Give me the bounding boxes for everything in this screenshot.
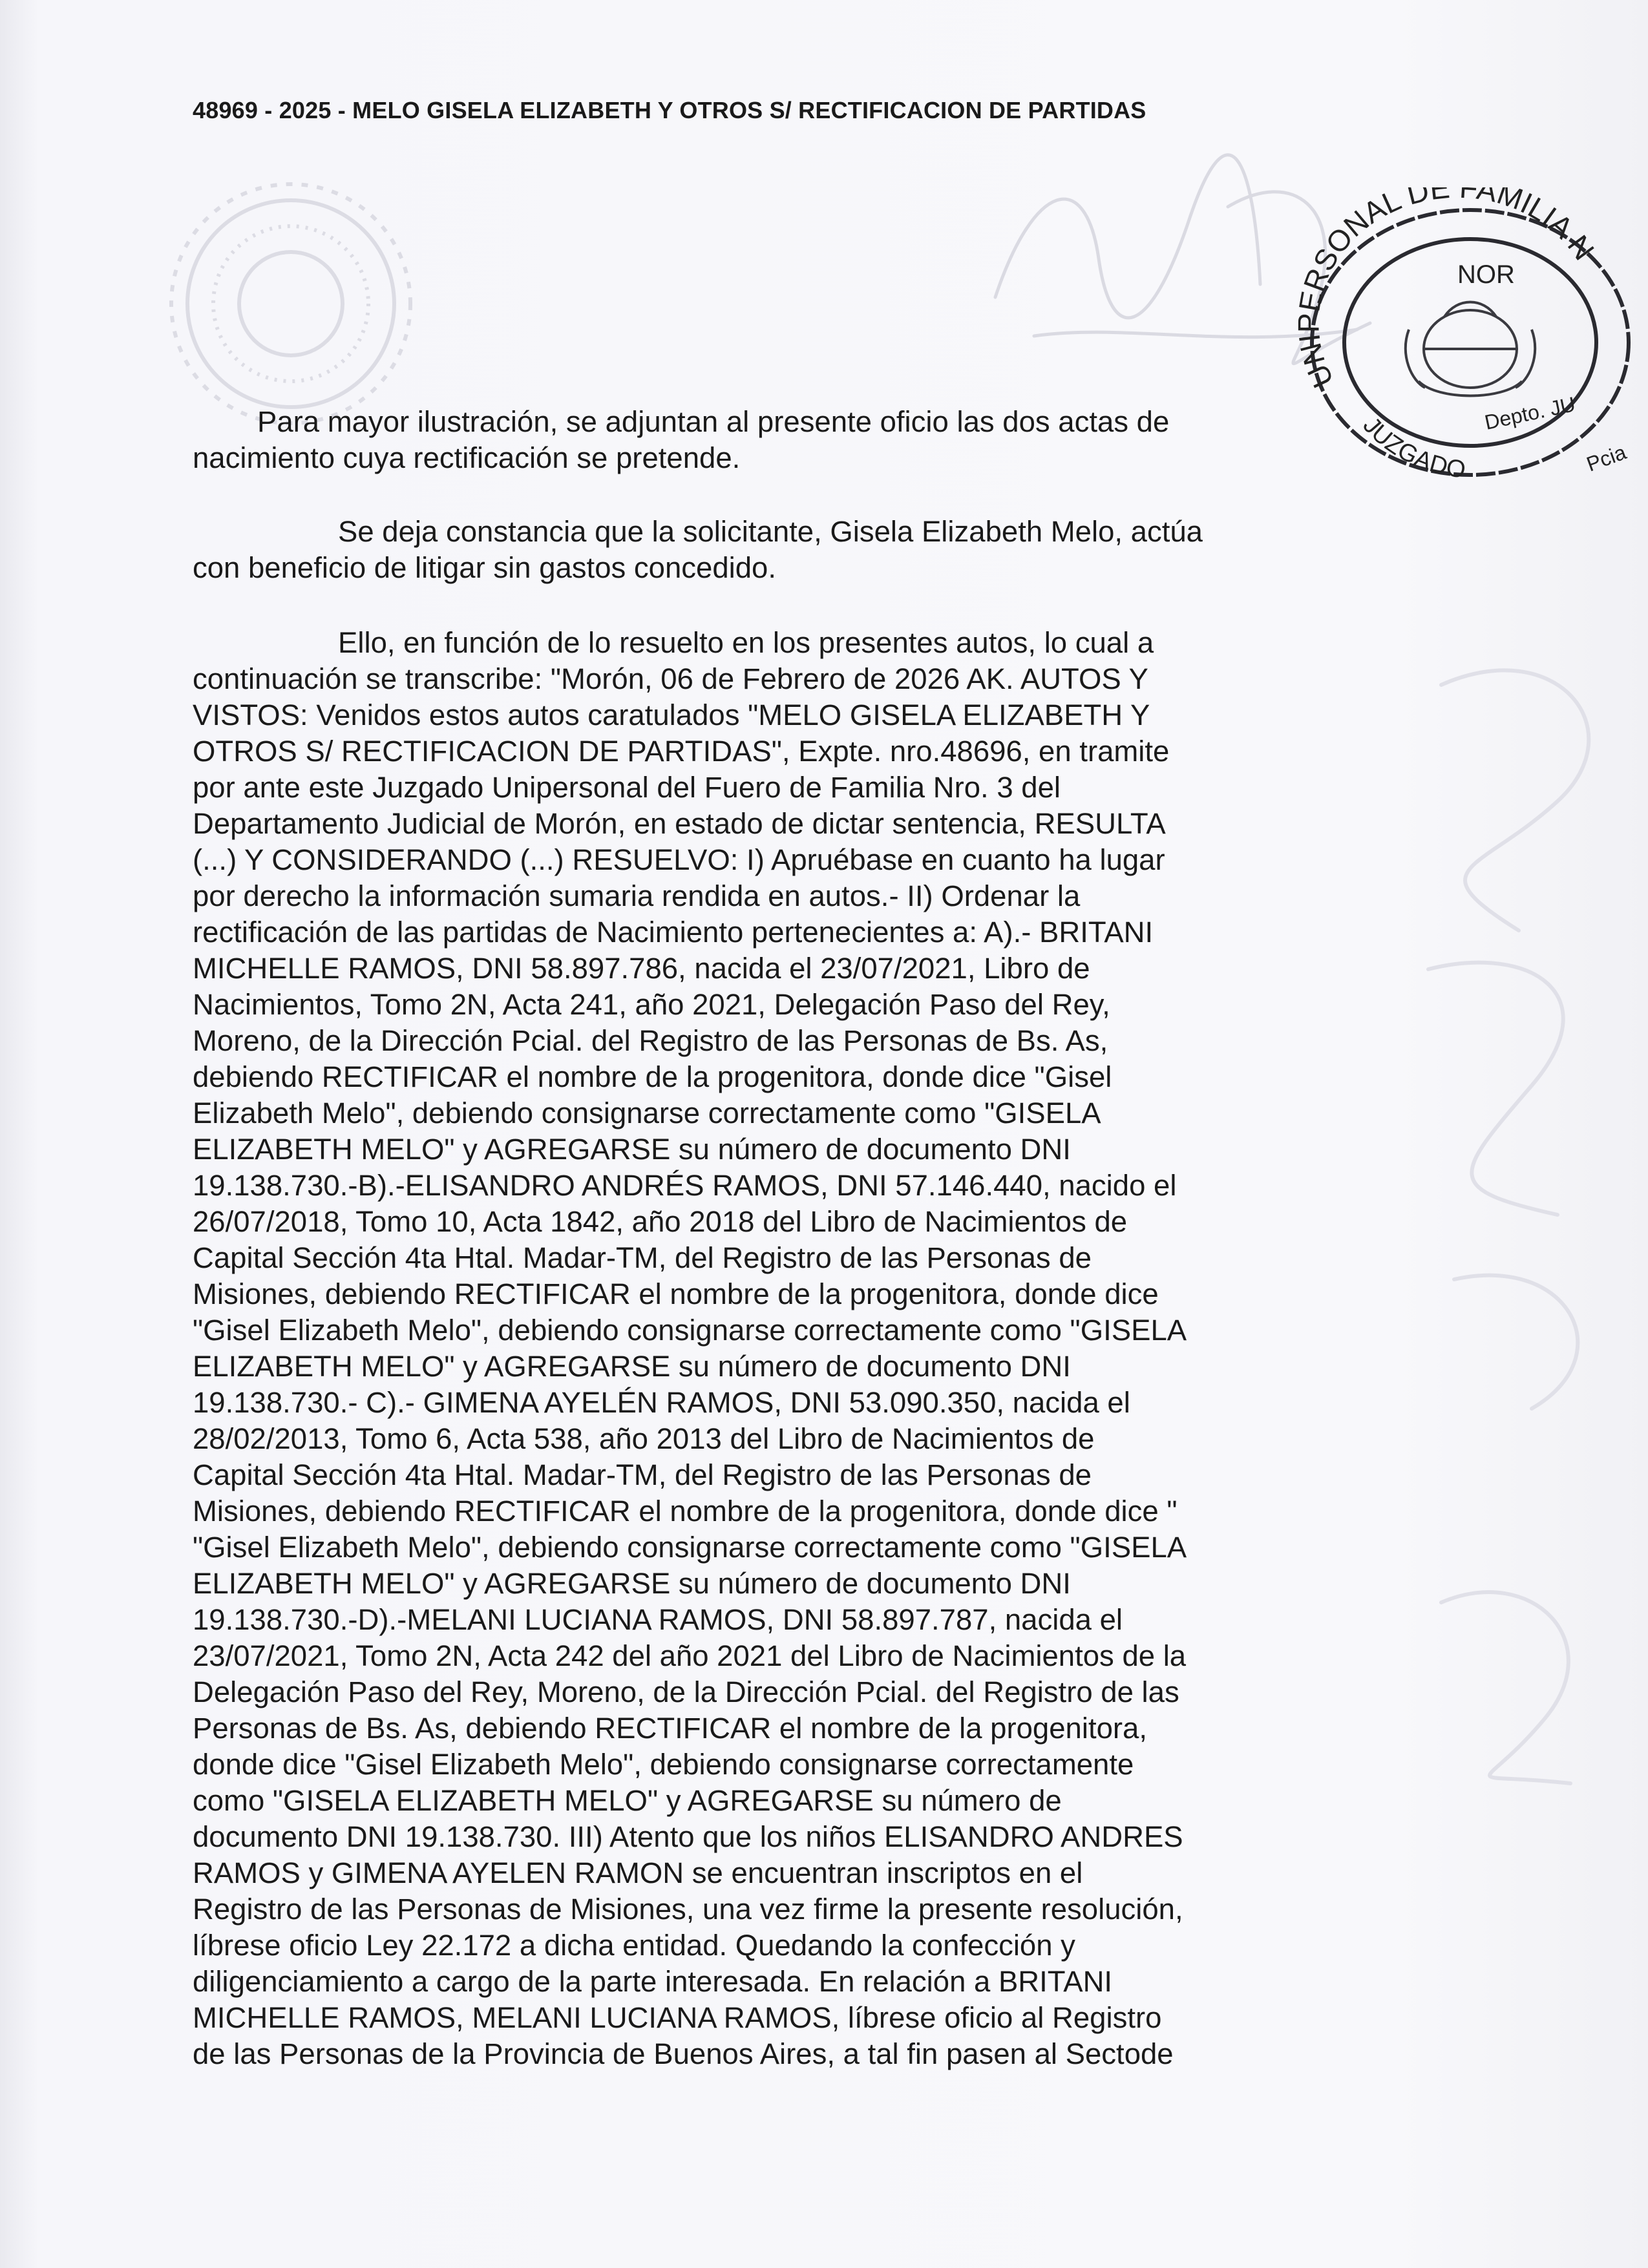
text-line: MICHELLE RAMOS, DNI 58.897.786, nacida el 23/07/2021, Libro de: [193, 952, 1090, 985]
text-line: Elizabeth Melo", debiendo consignarse correctamente como "GISELA: [193, 1097, 1101, 1129]
paragraph-benefit: [193, 514, 1317, 586]
text-line: 28/02/2013, Tomo 6, Acta 538, año 2013 del Libro de Nacimientos de: [193, 1422, 1095, 1455]
text-line: con beneficio de litigar sin gastos concedido.: [193, 551, 776, 584]
stamp-text-pcia: Pcia: [1583, 440, 1629, 476]
text-line: VISTOS: Venidos estos autos caratulados "MELO GISELA ELIZABETH Y: [193, 698, 1150, 731]
text-line: Nacimientos, Tomo 2N, Acta 241, año 2021, Delegación Paso del Rey,: [193, 988, 1110, 1021]
document-body: [193, 404, 1317, 2072]
stamp-text-depto: Depto. JU: [1482, 392, 1578, 434]
court-stamp: [1296, 187, 1632, 491]
text-line: "Gisel Elizabeth Melo", debiendo consignarse correctamente como "GISELA: [193, 1531, 1187, 1564]
text-line: Registro de las Personas de Misiones, una vez firme la presente resolución,: [193, 1893, 1183, 1926]
text-line: MICHELLE RAMOS, MELANI LUCIANA RAMOS, líbrese oficio al Registro: [193, 2001, 1162, 2034]
text-line: "Gisel Elizabeth Melo", debiendo consignarse correctamente como "GISELA: [193, 1314, 1187, 1347]
text-line: OTROS S/ RECTIFICACION DE PARTIDAS", Expte. nro.48696, en tramite: [193, 735, 1170, 768]
case-title: 48969 - 2025 - MELO GISELA ELIZABETH Y OTROS S/ RECTIFICACION DE PARTIDAS: [193, 97, 1146, 123]
stamp-text-right: NOR: [1457, 260, 1515, 289]
text-line: 19.138.730.-B).-ELISANDRO ANDRÉS RAMOS, DNI 57.146.440, nacido el: [193, 1169, 1177, 1202]
text-line: Se deja constancia que la solicitante, Gisela Elizabeth Melo, actúa: [338, 515, 1203, 548]
text-line: Capital Sección 4ta Htal. Madar-TM, del Registro de las Personas de: [193, 1241, 1092, 1274]
text-line: Misiones, debiendo RECTIFICAR el nombre de la progenitora, donde dice: [193, 1277, 1159, 1310]
text-line: por ante este Juzgado Unipersonal del Fuero de Familia Nro. 3 del: [193, 771, 1061, 804]
text-line: donde dice "Gisel Elizabeth Melo", debiendo consignarse correctamente: [193, 1748, 1134, 1781]
text-line: líbrese oficio Ley 22.172 a dicha entidad. Quedando la confección y: [193, 1929, 1075, 1962]
text-line: de las Personas de la Provincia de Buenos Aires, a tal fin pasen al Sectode: [193, 2037, 1174, 2070]
text-line: documento DNI 19.138.730. III) Atento que los niños ELISANDRO ANDRES: [193, 1820, 1183, 1853]
text-line: (...) Y CONSIDERANDO (...) RESUELVO: I) Apruébase en cuanto ha lugar: [193, 843, 1165, 876]
text-line: 23/07/2021, Tomo 2N, Acta 242 del año 2021 del Libro de Nacimientos de la: [193, 1639, 1187, 1672]
text-line: continuación se transcribe: "Morón, 06 de Febrero de 2026 AK. AUTOS Y: [193, 662, 1148, 695]
margin-watermark-graphic: [1364, 633, 1648, 1796]
text-line: Para mayor ilustración, se adjuntan al presente oficio las dos actas de: [257, 405, 1170, 438]
text-line: como "GISELA ELIZABETH MELO" y AGREGARSE su número de: [193, 1784, 1062, 1817]
text-line: Capital Sección 4ta Htal. Madar-TM, del Registro de las Personas de: [193, 1458, 1092, 1491]
text-line: Ello, en función de lo resuelto en los presentes autos, lo cual a: [338, 626, 1154, 659]
text-line: Misiones, debiendo RECTIFICAR el nombre de la progenitora, donde dice ": [193, 1495, 1178, 1528]
text-line: 19.138.730.- C).- GIMENA AYELÉN RAMOS, DNI 53.090.350, nacida el: [193, 1386, 1130, 1419]
text-line: 26/07/2018, Tomo 10, Acta 1842, año 2018 del Libro de Nacimientos de: [193, 1205, 1128, 1238]
text-line: ELIZABETH MELO" y AGREGARSE su número de documento DNI: [193, 1350, 1071, 1383]
text-line: RAMOS y GIMENA AYELEN RAMON se encuentran inscriptos en el: [193, 1856, 1083, 1889]
embossed-seal-graphic: [155, 168, 427, 439]
text-line: nacimiento cuya rectificación se pretende.: [193, 441, 741, 474]
text-line: rectificación de las partidas de Nacimiento pertenecientes a: A).- BRITANI: [193, 916, 1154, 949]
text-line: debiendo RECTIFICAR el nombre de la progenitora, donde dice "Gisel: [193, 1060, 1112, 1093]
text-line: Moreno, de la Dirección Pcial. del Registro de las Personas de Bs. As,: [193, 1024, 1108, 1057]
text-line: ELIZABETH MELO" y AGREGARSE su número de documento DNI: [193, 1133, 1071, 1166]
stamp-text-top: UN RSONAL DE FAMILIA N: [1296, 187, 1601, 394]
text-line: ELIZABETH MELO" y AGREGARSE su número de documento DNI: [193, 1567, 1071, 1600]
court-stamp-graphic: [1296, 187, 1632, 491]
text-line: 19.138.730.-D).-MELANI LUCIANA RAMOS, DNI 58.897.787, nacida el: [193, 1603, 1123, 1636]
paragraph-resolution: [193, 625, 1317, 2072]
text-line: Departamento Judicial de Morón, en estado de dictar sentencia, RESULTA: [193, 807, 1166, 840]
text-line: diligenciamiento a cargo de la parte interesada. En relación a BRITANI: [193, 1965, 1113, 1998]
text-line: por derecho la información sumaria rendida en autos.- II) Ordenar la: [193, 879, 1081, 912]
paragraph-attachments: [193, 404, 1317, 476]
text-line: Personas de Bs. As, debiendo RECTIFICAR el nombre de la progenitora,: [193, 1712, 1147, 1745]
text-line: Delegación Paso del Rey, Moreno, de la Dirección Pcial. del Registro de las: [193, 1675, 1179, 1708]
stamp-text-bottom: JUZGADO: [1357, 412, 1468, 485]
